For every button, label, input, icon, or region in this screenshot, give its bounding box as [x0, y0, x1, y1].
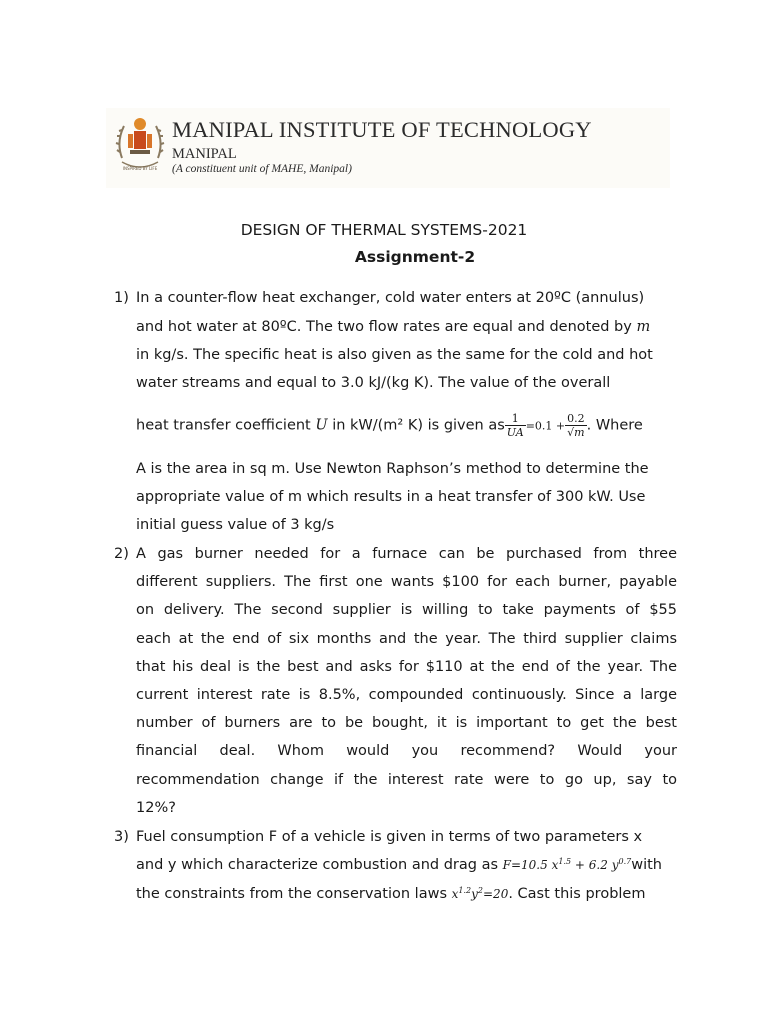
question-2-line: on delivery. The second supplier is willing to take payments of $55: [136, 602, 677, 618]
question-1-line: In a counter-flow heat exchanger, cold water enters at 20ºC (annulus): [136, 290, 645, 306]
question-1-line: water streams and equal to 3.0 kJ/(kg K). The value of the overall: [136, 375, 611, 391]
equation-lhs-fraction: $\frac{1}{UA}$: [506, 412, 524, 439]
question-2-line: different suppliers. The first one wants $100 for each burner, payable: [136, 574, 677, 590]
question-2-line: recommendation change if the interest rate were to go up, say to: [136, 772, 677, 788]
question-3-equation-line: and y which characterize combustion and drag as F=10.5 $x^{1.5} + 6.2$ $y^{0.7}with$: [136, 857, 662, 873]
question-3-equation-line: the constraints from the conservation laws $x^{1.2}y^2=20$. Cast this problem: [136, 886, 646, 902]
document-title: DESIGN OF THERMAL SYSTEMS-2021: [240, 221, 528, 239]
question-3-line: Fuel consumption F of a vehicle is given in terms of two parameters x: [136, 829, 643, 845]
mahe-logo-icon: [112, 112, 168, 178]
question-2-line: financial deal. Whom would you recommend? Would your: [136, 743, 677, 759]
question-1-line: and hot water at 80ºC. The two flow rates are equal and denoted by m: [136, 319, 651, 335]
constraint-equation: $x^{1.2}y^2=20$: [451, 886, 509, 901]
variable-m: m: [636, 319, 651, 335]
question-2-line: that his deal is the best and asks for $110 at the end of the year. The: [136, 659, 677, 675]
assignment-label: Assignment-2: [354, 248, 476, 266]
question-1-line: appropriate value of m which results in a heat transfer of 300 kW. Use: [136, 489, 646, 505]
question-3-number: 3): [114, 829, 129, 845]
svg-text:INSPIRED BY LIFE: INSPIRED BY LIFE: [122, 166, 158, 171]
equation-rhs-fraction: $\frac{0.2}{√m}$: [567, 412, 585, 439]
question-2-line: each at the end of six months and the year. The third supplier claims: [136, 631, 677, 647]
question-1-number: 1): [114, 290, 129, 306]
question-1-line: in kg/s. The specific heat is also given as the same for the cold and hot: [136, 347, 653, 363]
institute-name: MANIPAL INSTITUTE OF TECHNOLOGY: [172, 117, 592, 142]
question-2-number: 2): [114, 546, 129, 562]
question-2-line: current interest rate is 8.5%, compounded continuously. Since a large: [136, 687, 677, 703]
institute-location: MANIPAL: [172, 146, 237, 162]
question-1-line: initial guess value of 3 kg/s: [136, 517, 335, 533]
fuel-equation: F=10.5 $x^{1.5} + 6.2$ $y^{0.7}$: [502, 857, 632, 872]
institute-banner: [106, 108, 670, 188]
question-1-line: A is the area in sq m. Use Newton Raphson’s method to determine the: [136, 461, 649, 477]
question-2-line: number of burners are to be bought, it is important to get the best: [136, 715, 677, 731]
institute-subtitle: (A constituent unit of MAHE, Manipal): [172, 163, 352, 175]
question-1-equation-line: heat transfer coefficient U in kW/(m² K) is given as $\frac{1}{UA}$ =0.1 + $\frac{0.2}{√m}$ . Where: [136, 412, 643, 439]
question-2-line: 12%?: [136, 800, 176, 816]
question-2-line: A gas burner needed for a furnace can be purchased from three: [136, 546, 677, 562]
